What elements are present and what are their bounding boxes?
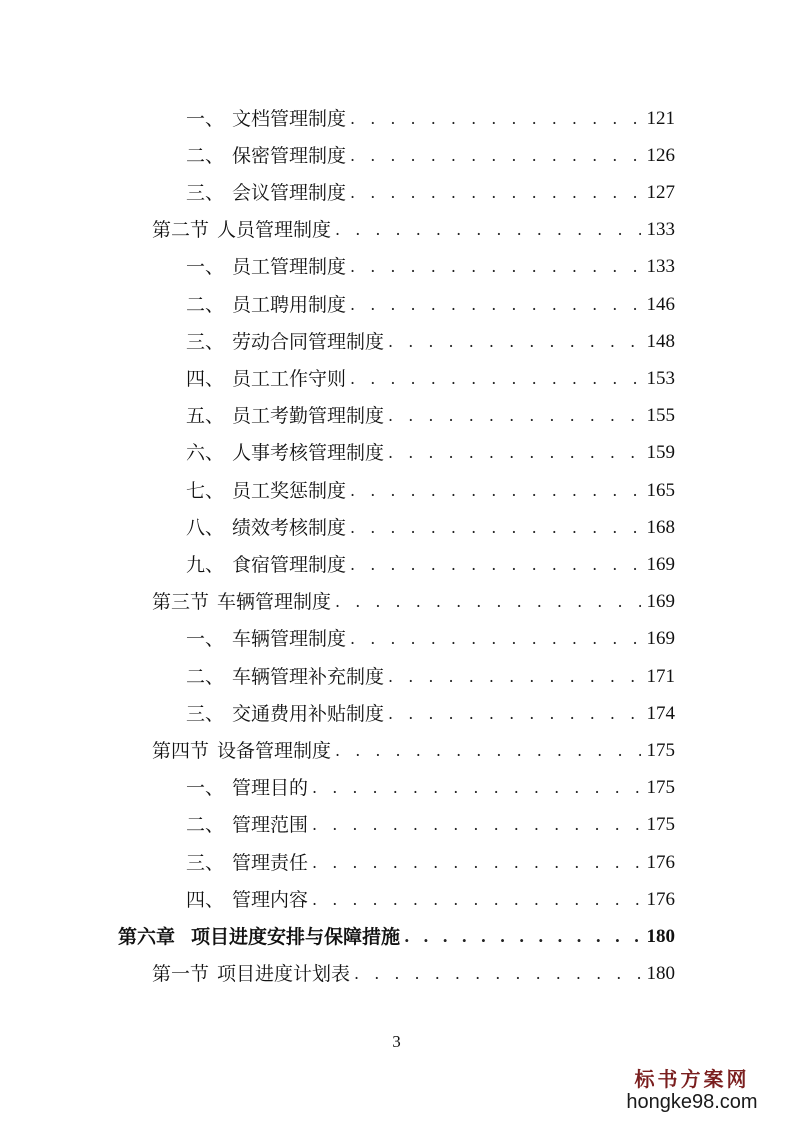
toc-entry-page: 133 — [646, 219, 675, 240]
toc-entry-title: 车辆管理补充制度 — [232, 666, 385, 688]
toc-leader-dots — [354, 957, 640, 991]
toc-entry-number: 一、 — [186, 256, 225, 278]
toc-leader-dots — [312, 808, 640, 842]
watermark-title: 标书方案网 — [634, 1067, 750, 1091]
toc-entry-page: 146 — [646, 294, 675, 315]
toc-entry-number: 三、 — [186, 852, 225, 874]
toc-entry[interactable] — [186, 399, 675, 433]
toc-section-entry[interactable] — [152, 734, 675, 768]
toc-entry-title: 保密管理制度 — [232, 145, 347, 167]
toc-entry[interactable] — [186, 660, 675, 694]
toc-entry-title: 项目进度计划表 — [217, 963, 351, 985]
toc-entry-page: 175 — [646, 777, 675, 798]
toc-leader-dots — [350, 362, 640, 396]
toc-entry-title: 项目进度安排与保障措施 — [191, 926, 401, 948]
toc-leader-dots — [312, 846, 640, 880]
toc-entry-page: 126 — [646, 145, 675, 166]
toc-entry-number: 一、 — [186, 628, 225, 650]
toc-entry-number: 二、 — [186, 294, 225, 316]
toc-leader-dots — [404, 920, 640, 954]
toc-leader-dots — [350, 474, 640, 508]
toc-entry-title: 交通费用补贴制度 — [232, 703, 385, 725]
toc-entry-number: 七、 — [186, 480, 225, 502]
toc-entry-number: 二、 — [186, 814, 225, 836]
toc-entry[interactable] — [186, 325, 675, 359]
toc-entry-title: 管理目的 — [232, 777, 309, 799]
toc-leader-dots — [350, 139, 640, 173]
toc-entry-page: 176 — [646, 852, 675, 873]
toc-entry-number: 第二节 — [152, 219, 210, 241]
toc-entry[interactable] — [186, 250, 675, 284]
toc-entry[interactable] — [186, 436, 675, 470]
toc-leader-dots — [388, 697, 640, 731]
toc-entry-page: 165 — [646, 480, 675, 501]
toc-section-entry[interactable] — [152, 213, 675, 247]
toc-entry-page: 155 — [646, 405, 675, 426]
toc-leader-dots — [312, 883, 640, 917]
toc-entry-number: 一、 — [186, 777, 225, 799]
toc-entry-number: 四、 — [186, 889, 225, 911]
toc-entry-page: 148 — [646, 331, 675, 352]
toc-entry-title: 会议管理制度 — [232, 182, 347, 204]
toc-entry[interactable] — [186, 883, 675, 917]
toc-leader-dots — [350, 548, 640, 582]
toc-entry-title: 劳动合同管理制度 — [232, 331, 385, 353]
toc-entry-title: 车辆管理制度 — [217, 591, 332, 613]
toc-entry-number: 三、 — [186, 182, 225, 204]
toc-entry-number: 四、 — [186, 368, 225, 390]
toc-leader-dots — [312, 771, 640, 805]
toc-entry[interactable] — [186, 102, 675, 136]
toc-entry-title: 员工管理制度 — [232, 256, 347, 278]
toc-entry[interactable] — [186, 176, 675, 210]
toc-entry-page: 171 — [646, 666, 675, 687]
toc-entry-title: 员工聘用制度 — [232, 294, 347, 316]
toc-entry-number: 第一节 — [152, 963, 210, 985]
toc-entry-number: 第六章 — [118, 926, 176, 948]
toc-entry-number: 五、 — [186, 405, 225, 427]
page-number: 3 — [392, 1032, 401, 1051]
toc-leader-dots — [388, 325, 640, 359]
toc-entry-title: 人员管理制度 — [217, 219, 332, 241]
toc-entry-page: 121 — [646, 108, 675, 129]
toc-leader-dots — [350, 250, 640, 284]
toc-entry-page: 180 — [646, 963, 675, 984]
toc-entry-title: 车辆管理制度 — [232, 628, 347, 650]
toc-entry-title: 人事考核管理制度 — [232, 442, 385, 464]
toc-leader-dots — [350, 288, 640, 322]
toc-entry-page: 169 — [646, 591, 675, 612]
toc-section-entry[interactable] — [152, 957, 675, 991]
toc-leader-dots — [388, 436, 640, 470]
toc-entry[interactable] — [186, 139, 675, 173]
toc-entry-page: 176 — [646, 889, 675, 910]
toc-entry-number: 二、 — [186, 666, 225, 688]
toc-entry-number: 三、 — [186, 703, 225, 725]
toc-leader-dots — [388, 660, 640, 694]
toc-entry[interactable] — [186, 771, 675, 805]
toc-leader-dots — [350, 176, 640, 210]
toc-entry-number: 一、 — [186, 108, 225, 130]
toc-entry-page: 159 — [646, 442, 675, 463]
toc-entry-title: 员工奖惩制度 — [232, 480, 347, 502]
toc-leader-dots — [335, 734, 640, 768]
toc-leader-dots — [335, 213, 640, 247]
toc-leader-dots — [335, 585, 640, 619]
toc-leader-dots — [350, 622, 640, 656]
toc-entry[interactable] — [186, 808, 675, 842]
toc-entry[interactable] — [186, 362, 675, 396]
toc-entry-number: 八、 — [186, 517, 225, 539]
toc-leader-dots — [388, 399, 640, 433]
toc-entry-title: 管理责任 — [232, 852, 309, 874]
toc-entry-title: 文档管理制度 — [232, 108, 347, 130]
toc-entry-page: 168 — [646, 517, 675, 538]
toc-entry-page: 153 — [646, 368, 675, 389]
toc-entry-number: 第四节 — [152, 740, 210, 762]
toc-entry-title: 设备管理制度 — [217, 740, 332, 762]
toc-entry-number: 第三节 — [152, 591, 210, 613]
toc-entry-page: 133 — [646, 256, 675, 277]
toc-entry[interactable] — [186, 846, 675, 880]
toc-leader-dots — [350, 511, 640, 545]
toc-entry-title: 管理内容 — [232, 889, 309, 911]
toc-entry[interactable] — [186, 474, 675, 508]
toc-entry[interactable] — [186, 548, 675, 582]
toc-entry-page: 169 — [646, 628, 675, 649]
toc-entry[interactable] — [186, 511, 675, 545]
watermark-url: hongke98.com — [626, 1091, 758, 1113]
toc-entry[interactable] — [186, 697, 675, 731]
toc-entry-page: 175 — [646, 740, 675, 761]
toc-entry-title: 食宿管理制度 — [232, 554, 347, 576]
toc-entry-page: 180 — [646, 926, 675, 947]
toc-entry[interactable] — [186, 622, 675, 656]
toc-leader-dots — [350, 102, 640, 136]
toc-entry-title: 员工考勤管理制度 — [232, 405, 385, 427]
toc-entry-page: 169 — [646, 554, 675, 575]
watermark-logo — [607, 1068, 777, 1114]
toc-entry-number: 九、 — [186, 554, 225, 576]
toc-entry-page: 174 — [646, 703, 675, 724]
toc-entry-number: 六、 — [186, 442, 225, 464]
toc-entry[interactable] — [186, 288, 675, 322]
toc-entry-number: 三、 — [186, 331, 225, 353]
toc-entry-title: 员工工作守则 — [232, 368, 347, 390]
toc-entry-page: 127 — [646, 182, 675, 203]
toc-section-entry[interactable] — [152, 585, 675, 619]
toc-entry-title: 管理范围 — [232, 814, 309, 836]
toc-entry-title: 绩效考核制度 — [232, 517, 347, 539]
toc-entry-number: 二、 — [186, 145, 225, 167]
toc-chapter-entry[interactable] — [118, 920, 675, 954]
toc-entry-page: 175 — [646, 814, 675, 835]
